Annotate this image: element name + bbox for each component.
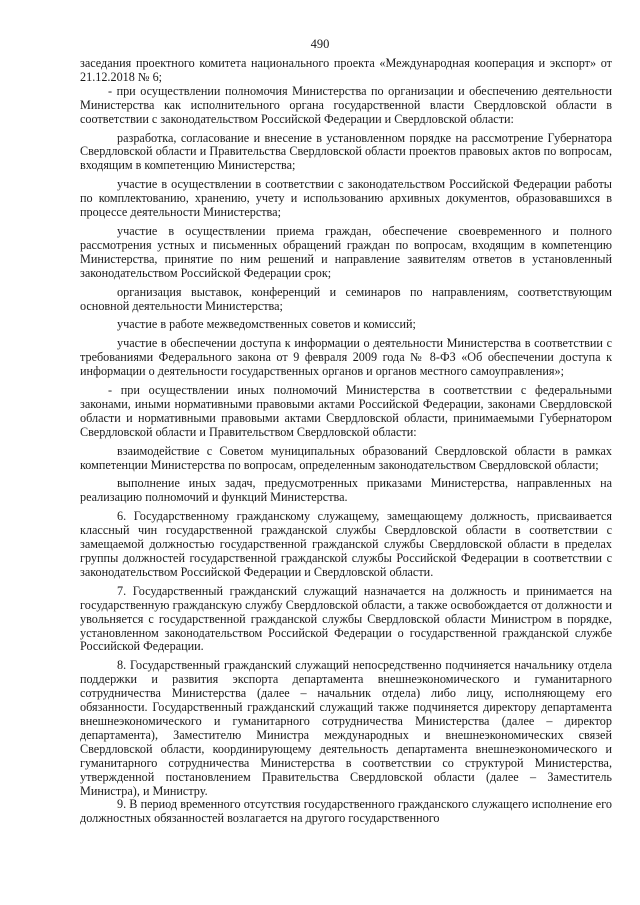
paragraph: заседания проектного комитета национального проекта «Международная кооперация и экспорт» от 21.12.2018 № 6; [80, 56, 612, 84]
page-number: 490 [310, 37, 330, 51]
paragraph: взаимодействие с Советом муниципальных образований Свердловской области в рамках компетенции Министерства по вопросам, определенным законодательством Свердловской области; [80, 443, 612, 472]
paragraph: выполнение иных задач, предусмотренных приказами Министерства, направленных на реализацию полномочий и функций Министерства. [80, 476, 612, 505]
paragraph: 9. В период временного отсутствия государственного гражданского служащего исполнение его должностных обязанностей возлагается на другого государственного [80, 797, 612, 826]
paragraph: участие в обеспечении доступа к информации о деятельности Министерства в соответствии с требованиями Федерального закона от 9 февраля 2009 года № 8-ФЗ «Об обеспечении доступа к информации о деятельности государственных органов и органов местного самоуправления»; [80, 336, 612, 379]
paragraph: участие в осуществлении приема граждан, обеспечение своевременного и полного рассмотрения устных и письменных обращений граждан по вопросам, входящим в компетенцию Министерства, принятие по ним решений и направление заявителям ответов в установленный законодательством Российской Федерации срок; [80, 223, 612, 280]
document-body [80, 57, 612, 826]
paragraph: участие в работе межведомственных советов и комиссий; [117, 317, 416, 332]
paragraph: участие в осуществлении в соответствии с законодательством Российской Федерации работы по комплектованию, хранению, учету и использованию архивных документов, образовавшихся в процессе деятельности Министерства; [80, 177, 612, 220]
paragraph: - при осуществлении полномочия Министерства по организации и обеспечению деятельности Министерства как исполнительного органа государственной власти Свердловской области в соответствии с законодательством Российской Федерации и Свердловской области: [80, 83, 612, 126]
paragraph: 6. Государственному гражданскому служащему, замещающему должность, присваивается классный чин государственной гражданской службы Свердловской области в соответствии с замещаемой должностью государственной гражданской службы Свердловской области в пределах группы должностей государственной гражданской службы Российской Федерации в соответствии с законодательством Российской Федерации и Свердловской области. [80, 509, 612, 579]
paragraph: 8. Государственный гражданский служащий непосредственно подчиняется начальнику отдела поддержки и развития экспорта департамента внешнеэкономического и гуманитарного сотрудничества Министерства (далее – начальник отдела) либо лицу, исполняющему его обязанности. Государственный гражданский служащий также подчиняется директору департамента внешнеэкономического и гуманитарного сотрудничества Министерства (далее – директор департамента), Заместителю Министра международных и внешнеэкономических связей Свердловской области, координирующему деятельность департамента внешнеэкономического и гуманитарного сотрудничества Министерства в соответствии со структурой Министерства, утвержденной постановлением Правительства Свердловской области (далее – Заместитель Министра), и Министру. [80, 658, 612, 798]
paragraph: 7. Государственный гражданский служащий назначается на должность и принимается на государственную гражданскую службу Свердловской области, а также освобождается от должности и увольняется с государственной гражданской службы Свердловской области Министром в порядке, установленном законодательством Российской Федерации о государственной гражданской службе Российской Федерации. [80, 583, 612, 654]
paragraph: разработка, согласование и внесение в установленном порядке на рассмотрение Губернатора Свердловской области и Правительства Свердловской области проектов правовых актов по вопросам, входящим в компетенцию Министерства; [80, 130, 612, 173]
paragraph: организация выставок, конференций и семинаров по направлениям, соответствующим основной деятельности Министерства; [80, 284, 612, 313]
paragraph: - при осуществлении иных полномочий Министерства в соответствии с федеральными законами, иными нормативными правовыми актами Российской Федерации, законами Свердловской области и нормативными правовыми актами Свердловской области, принимаемыми Губернатором Свердловской области и Правительством Свердловской области: [80, 383, 612, 439]
